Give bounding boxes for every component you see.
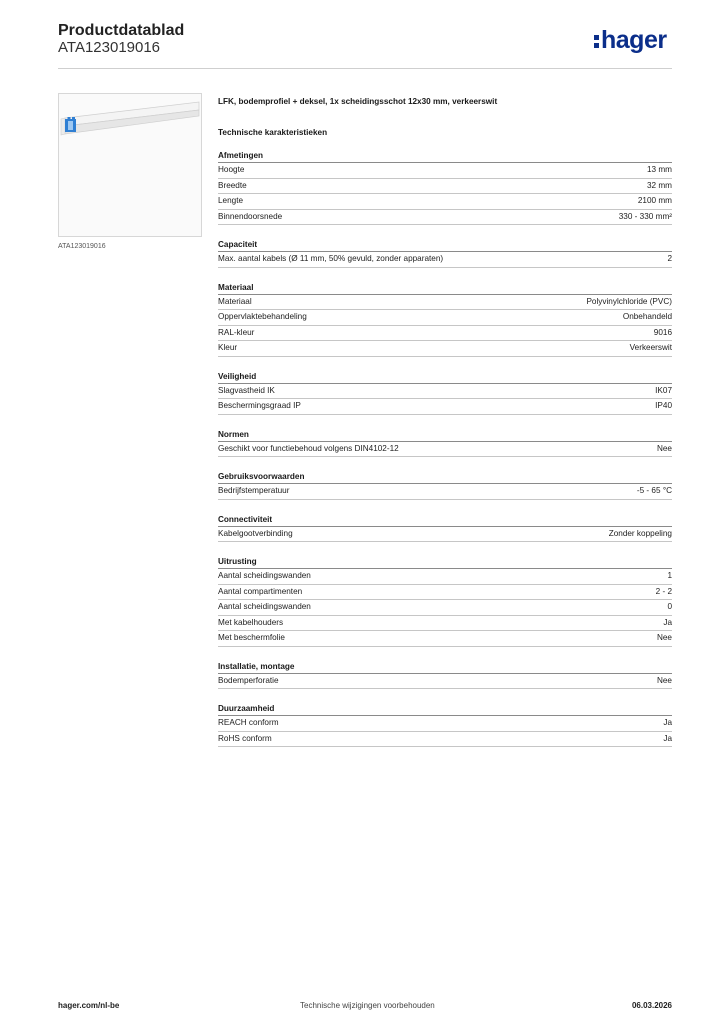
spec-section (218, 282, 672, 357)
spec-value: Nee (656, 443, 672, 453)
spec-label: Oppervlaktebehandeling (218, 312, 307, 321)
logo-colon-icon (594, 32, 599, 49)
spec-value: 330 - 330 mm² (618, 211, 672, 221)
spec-label: Slagvastheid IK (218, 385, 275, 395)
spec-label: RAL-kleur (218, 327, 255, 337)
footer-notice: Technische wijzigingen voorbehouden (300, 1001, 435, 1010)
spec-row (218, 399, 672, 415)
product-description: LFK, bodemprofiel + deksel, 1x scheidingsschot 12x30 mm, verkeerswit (218, 97, 498, 106)
spec-label: Aantal scheidingswanden (218, 602, 311, 611)
spec-section (218, 661, 672, 690)
spec-row (218, 384, 672, 400)
spec-row (218, 442, 672, 458)
section-title: Connectiviteit (218, 514, 672, 527)
spec-row (218, 179, 672, 195)
spec-row (218, 527, 672, 543)
spec-row (218, 484, 672, 500)
spec-row (218, 732, 672, 748)
spec-label: RoHS conform (218, 733, 272, 743)
spec-value: Nee (656, 633, 672, 642)
spec-row (218, 631, 672, 647)
spec-value: 2 (667, 254, 672, 263)
spec-label: Lengte (218, 196, 244, 205)
spec-row (218, 326, 672, 342)
spec-section (218, 471, 672, 500)
section-title: Gebruiksvoorwaarden (218, 471, 672, 484)
spec-value: -5 - 65 °C (636, 486, 672, 495)
spec-label: Kleur (218, 343, 238, 352)
spec-value: 13 mm (646, 165, 672, 174)
spec-label: Bodemperforatie (218, 675, 279, 685)
spec-row (218, 674, 672, 690)
spec-label: Materiaal (218, 296, 252, 306)
header-divider (58, 68, 672, 69)
spec-section (218, 150, 672, 225)
spec-label: Max. aantal kabels (Ø 11 mm, 50% gevuld, zonder apparaten) (218, 254, 444, 263)
section-title: Capaciteit (218, 239, 672, 252)
spec-row (218, 716, 672, 732)
section-title: Normen (218, 429, 672, 442)
spec-label: Bedrijfstemperatuur (218, 486, 290, 495)
footer-date: 06.03.2026 (631, 1001, 672, 1010)
product-image (58, 93, 202, 237)
spec-value: Ja (663, 733, 672, 743)
spec-value: Nee (656, 675, 672, 685)
spec-value: IK07 (655, 385, 672, 395)
spec-label: Hoogte (218, 165, 245, 174)
spec-section (218, 556, 672, 647)
spec-value: Ja (663, 617, 672, 627)
cable-duct-illustration (59, 94, 201, 236)
section-title: Installatie, montage (218, 661, 672, 674)
image-caption: ATA123019016 (58, 243, 106, 250)
spec-value: 32 mm (646, 180, 672, 190)
spec-section (218, 514, 672, 543)
spec-row (218, 252, 672, 268)
spec-sections (218, 150, 672, 747)
spec-value: 0 (667, 602, 672, 611)
technical-heading: Technische karakteristieken (218, 128, 328, 137)
spec-value: 9016 (653, 327, 672, 337)
article-number: ATA123019016 (58, 39, 161, 56)
section-title: Uitrusting (218, 556, 672, 569)
spec-row (218, 341, 672, 357)
spec-section (218, 239, 672, 268)
spec-row (218, 585, 672, 601)
spec-row (218, 295, 672, 311)
spec-section (218, 703, 672, 747)
spec-label: Breedte (218, 180, 247, 190)
spec-row (218, 310, 672, 326)
spec-label: Aantal scheidingswanden (218, 571, 311, 580)
spec-label: Beschermingsgraad IP (218, 401, 301, 410)
spec-section (218, 371, 672, 415)
footer-website-link[interactable]: hager.com/nl-be (58, 1001, 120, 1010)
spec-value: Zonder koppeling (608, 528, 672, 538)
spec-value: 2100 mm (637, 196, 672, 205)
spec-value: Polyvinylchloride (PVC) (586, 296, 672, 306)
spec-row (218, 194, 672, 210)
spec-label: Met beschermfolie (218, 633, 285, 642)
spec-label: Met kabelhouders (218, 617, 284, 627)
spec-value: Onbehandeld (622, 312, 672, 321)
spec-row (218, 210, 672, 226)
spec-value: IP40 (655, 401, 672, 410)
logo-text: hager (601, 26, 667, 54)
spec-row (218, 569, 672, 585)
spec-value: Ja (663, 718, 672, 727)
spec-value: 2 - 2 (655, 586, 672, 596)
spec-row (218, 616, 672, 632)
spec-section (218, 429, 672, 458)
spec-label: Geschikt voor functiebehoud volgens DIN4102-12 (218, 443, 399, 453)
spec-label: REACH conform (218, 718, 279, 727)
spec-row (218, 163, 672, 179)
spec-label: Kabelgootverbinding (218, 528, 293, 538)
section-title: Veiligheid (218, 371, 672, 384)
section-title: Materiaal (218, 282, 672, 295)
spec-content (218, 95, 672, 747)
spec-row (218, 600, 672, 616)
section-title: Afmetingen (218, 150, 672, 163)
spec-value: 1 (667, 571, 672, 580)
spec-label: Aantal compartimenten (218, 586, 303, 596)
section-title: Duurzaamheid (218, 703, 672, 716)
spec-label: Binnendoorsnede (218, 211, 283, 221)
spec-value: Verkeerswit (629, 343, 672, 352)
page-title: Productdatablad (58, 22, 185, 39)
hager-logo[interactable] (594, 28, 667, 53)
